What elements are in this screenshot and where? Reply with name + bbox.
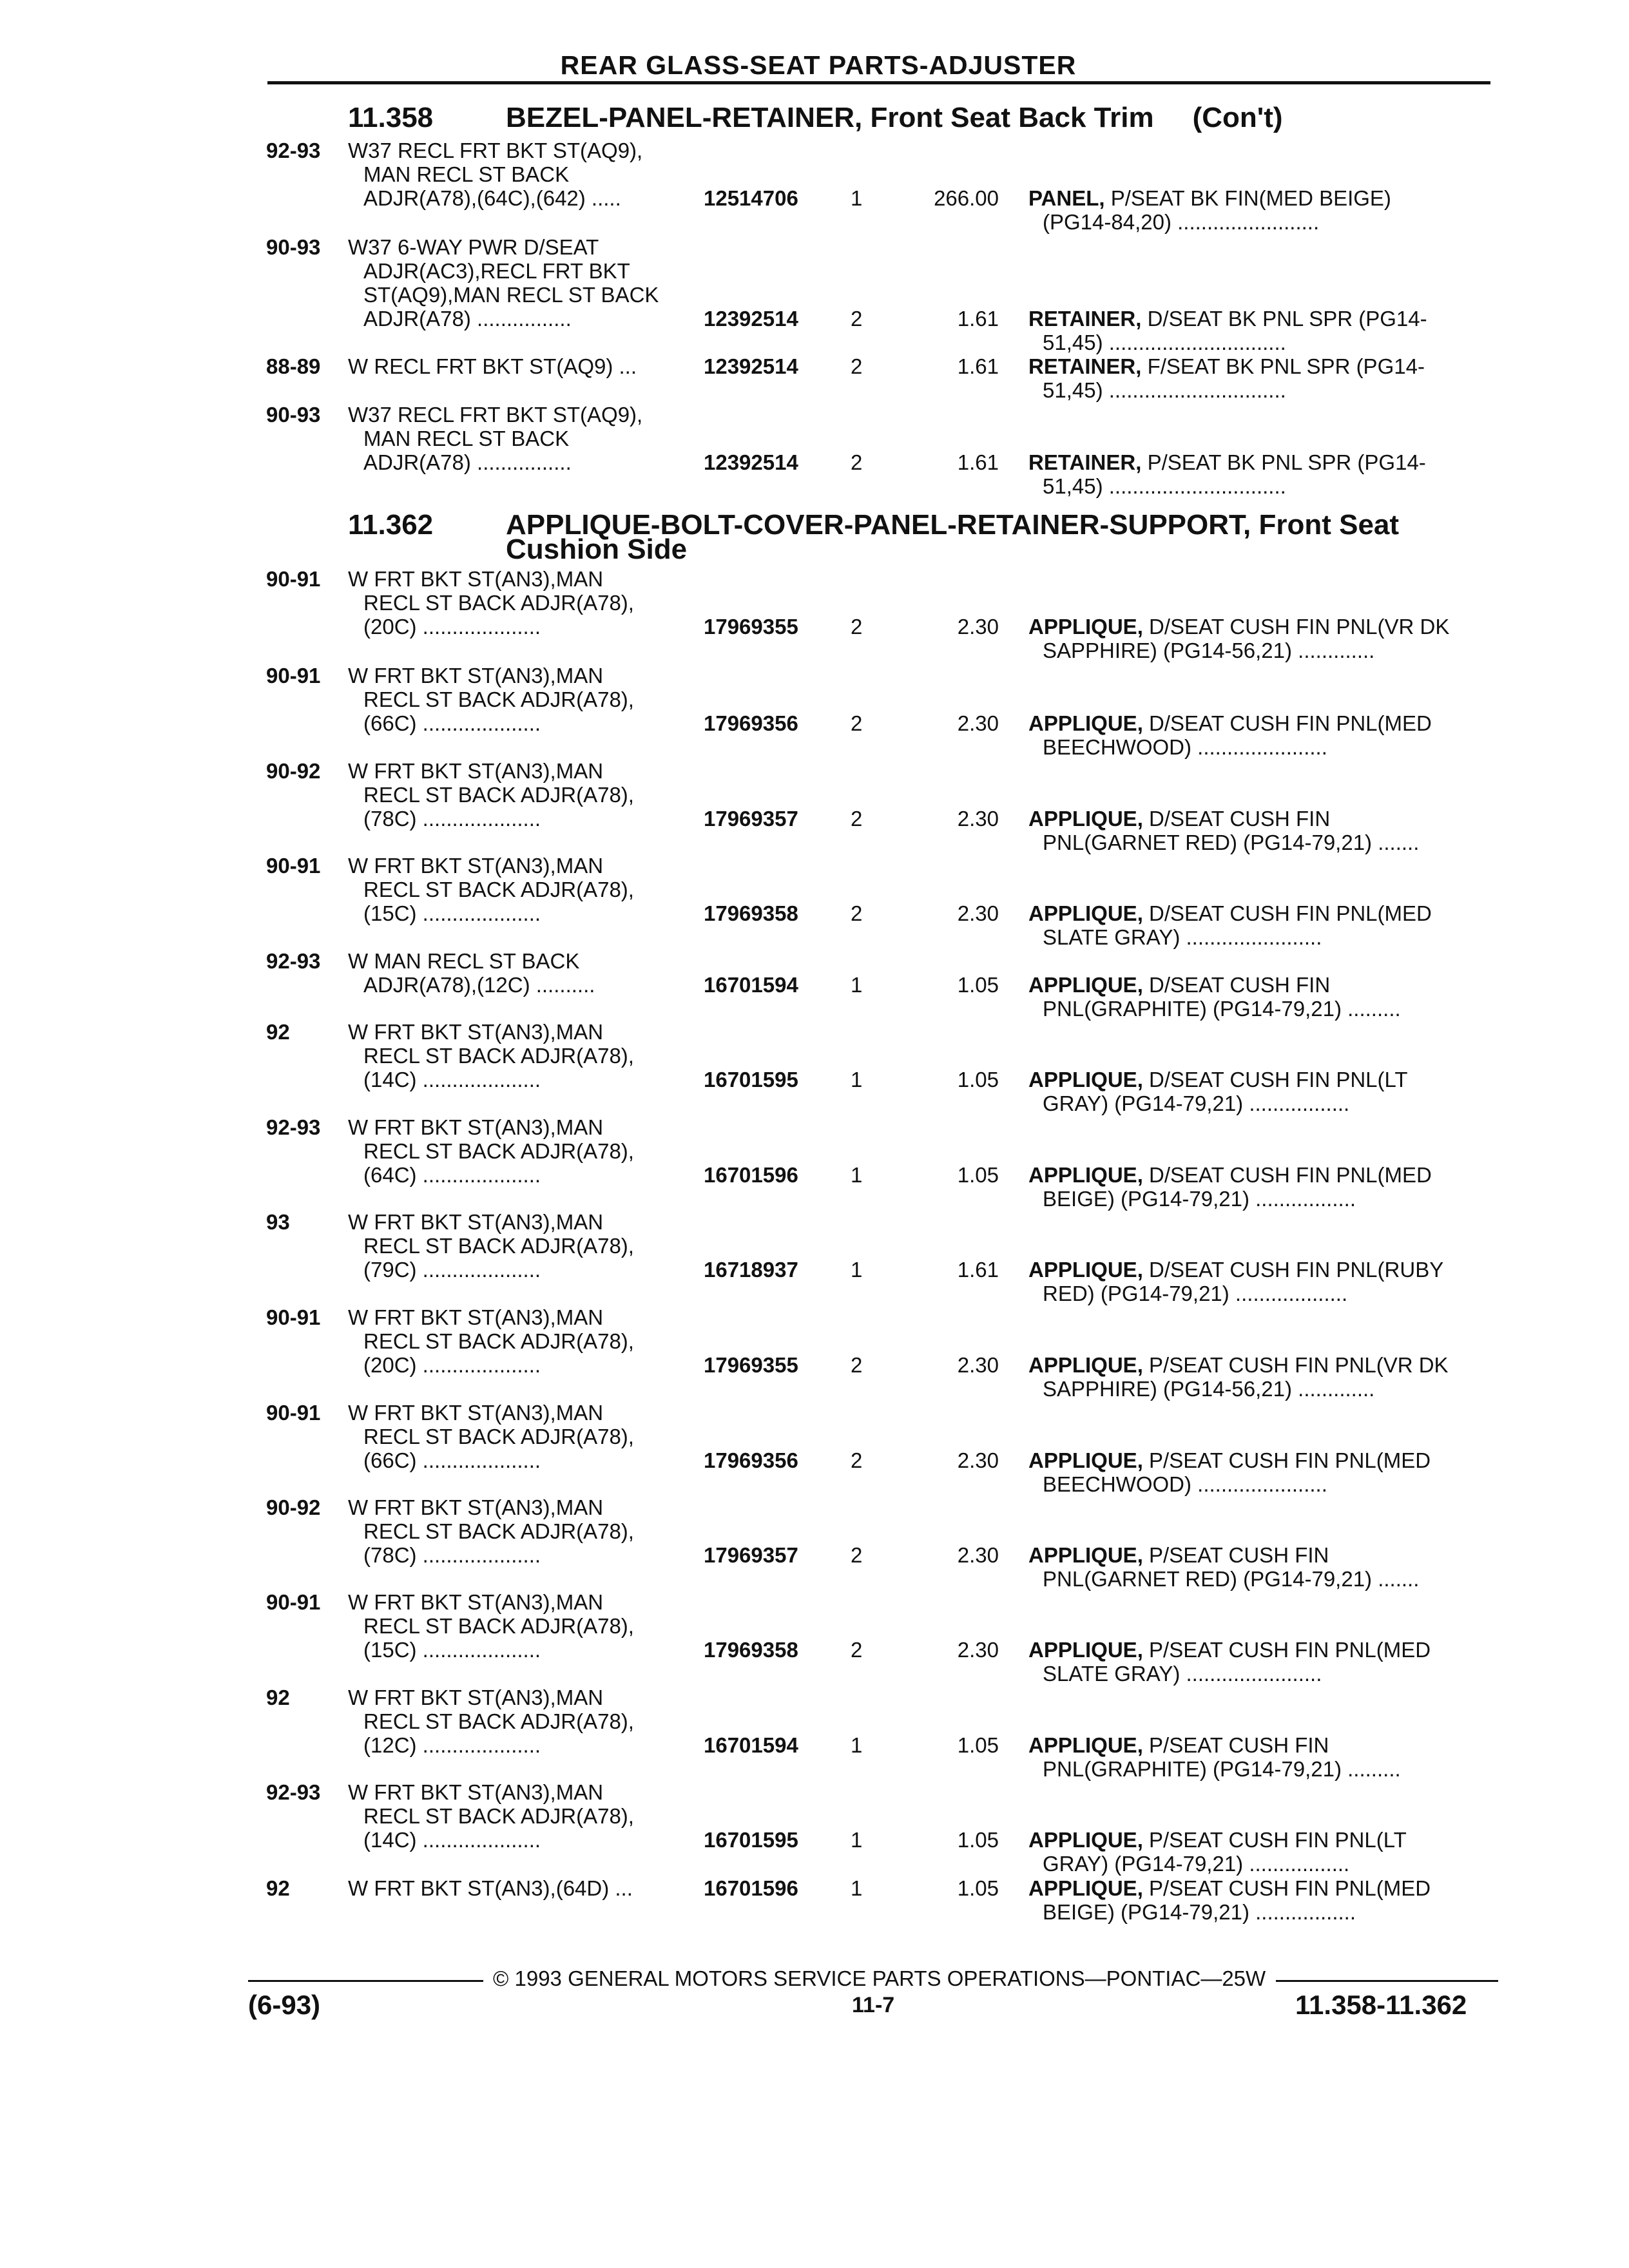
quantity: 1 <box>851 1876 863 1900</box>
part-name: APPLIQUE, <box>1028 1543 1143 1567</box>
model-years: 92 <box>266 1020 290 1044</box>
application-description <box>348 1210 634 1282</box>
application-description <box>348 1876 633 1900</box>
part-number: 17969356 <box>704 1448 798 1472</box>
quantity: 2 <box>851 807 863 831</box>
copyright-text: © 1993 GENERAL MOTORS SERVICE PARTS OPERATIONS—PONTIAC—25W <box>493 1966 1266 1990</box>
part-name: APPLIQUE, <box>1028 973 1143 997</box>
application-line: RECL ST BACK ADJR(A78), <box>363 1044 634 1068</box>
part-description <box>1028 354 1425 402</box>
application-line: RECL ST BACK ADJR(A78), <box>363 878 634 901</box>
part-number: 12392514 <box>704 354 798 378</box>
price: 2.30 <box>957 1353 999 1377</box>
part-number: 16701594 <box>704 973 798 997</box>
application-description <box>348 1590 634 1662</box>
application-line: RECL ST BACK ADJR(A78), <box>363 1519 634 1543</box>
part-description-line: D/SEAT CUSH FIN PNL(RUBY <box>1149 1258 1444 1282</box>
quantity: 2 <box>851 307 863 331</box>
price: 2.30 <box>957 1448 999 1472</box>
quantity: 1 <box>851 1068 863 1091</box>
part-name: APPLIQUE, <box>1028 901 1143 925</box>
part-description <box>1028 807 1419 854</box>
section-title: APPLIQUE-BOLT-COVER-PANEL-RETAINER-SUPPORT, Front Seat <box>506 509 1400 541</box>
application-description <box>348 1305 634 1377</box>
section-subtitle: Cushion Side <box>506 533 688 565</box>
price: 1.61 <box>957 1258 999 1282</box>
part-name: RETAINER, <box>1028 354 1142 378</box>
price: 2.30 <box>957 807 999 831</box>
application-line: W FRT BKT ST(AN3),MAN <box>348 1115 604 1139</box>
model-years: 90-91 <box>266 664 321 687</box>
quantity: 1 <box>851 1258 863 1282</box>
price: 2.30 <box>957 901 999 925</box>
quantity: 2 <box>851 1448 863 1472</box>
part-description-line: P/SEAT BK FIN(MED BEIGE) <box>1110 186 1391 210</box>
application-line: RECL ST BACK ADJR(A78), <box>363 687 634 711</box>
price: 1.05 <box>957 1068 999 1091</box>
part-description-line: PNL(GRAPHITE) (PG14-79,21) ......... <box>1043 1757 1401 1781</box>
application-line: W FRT BKT ST(AN3),MAN <box>348 1305 604 1329</box>
part-number: 16701595 <box>704 1068 798 1091</box>
model-years: 90-91 <box>266 567 321 591</box>
part-number: 12392514 <box>704 450 798 474</box>
price: 1.05 <box>957 973 999 997</box>
application-line: W FRT BKT ST(AN3),MAN <box>348 759 604 783</box>
application-line: W37 6-WAY PWR D/SEAT <box>348 235 599 259</box>
application-description <box>348 1020 634 1091</box>
model-years: 92-93 <box>266 1780 321 1804</box>
application-description <box>348 403 642 474</box>
part-description-line: SLATE GRAY) ....................... <box>1043 1662 1322 1686</box>
part-name: APPLIQUE, <box>1028 711 1143 735</box>
part-number: 17969355 <box>704 615 798 639</box>
application-line: RECL ST BACK ADJR(A78), <box>363 1614 634 1638</box>
part-description-line: GRAY) (PG14-79,21) ................. <box>1043 1091 1350 1115</box>
part-number: 17969356 <box>704 711 798 735</box>
footer-date: (6-93) <box>248 1990 321 2020</box>
part-description-line: SLATE GRAY) ....................... <box>1043 925 1322 949</box>
part-description-line: PNL(GRAPHITE) (PG14-79,21) ......... <box>1043 997 1401 1021</box>
application-line: (15C) .................... <box>363 901 541 925</box>
application-line: W FRT BKT ST(AN3),MAN <box>348 1590 604 1614</box>
quantity: 2 <box>851 1353 863 1377</box>
application-line: ADJR(A78),(64C),(642) ..... <box>363 186 621 210</box>
model-years: 90-91 <box>266 1590 321 1614</box>
price: 1.61 <box>957 307 999 331</box>
application-line: W37 RECL FRT BKT ST(AQ9), <box>348 403 643 427</box>
part-name: APPLIQUE, <box>1028 1638 1143 1662</box>
part-description-line: D/SEAT CUSH FIN PNL(MED <box>1149 901 1432 925</box>
part-description <box>1028 1876 1431 1924</box>
page-title: REAR GLASS-SEAT PARTS-ADJUSTER <box>560 50 1077 80</box>
application-line: W FRT BKT ST(AN3),MAN <box>348 1495 604 1519</box>
section-title-continued: (Con't) <box>1192 102 1283 133</box>
part-name: APPLIQUE, <box>1028 1258 1143 1282</box>
quantity: 2 <box>851 1543 863 1567</box>
price: 2.30 <box>957 615 999 639</box>
part-description <box>1028 1543 1419 1591</box>
application-line: RECL ST BACK ADJR(A78), <box>363 1139 634 1163</box>
application-line: ADJR(A78),(12C) .......... <box>363 973 595 997</box>
quantity: 2 <box>851 354 863 378</box>
application-description <box>348 1495 634 1567</box>
quantity: 1 <box>851 1733 863 1757</box>
part-description-line: RED) (PG14-79,21) ................... <box>1043 1282 1348 1305</box>
model-years: 92 <box>266 1876 290 1900</box>
footer-rule-right <box>1276 1980 1498 1982</box>
application-line: ADJR(A78) ................ <box>363 450 572 474</box>
part-description-line: D/SEAT CUSH FIN PNL(MED <box>1149 711 1432 735</box>
part-description <box>1028 1258 1443 1305</box>
part-description <box>1028 1828 1407 1876</box>
part-description-line: P/SEAT CUSH FIN PNL(MED <box>1149 1876 1431 1900</box>
part-description <box>1028 1638 1431 1686</box>
application-line: (15C) .................... <box>363 1638 541 1662</box>
application-line: RECL ST BACK ADJR(A78), <box>363 591 634 615</box>
part-description-line: D/SEAT CUSH FIN <box>1149 973 1331 997</box>
application-line: ADJR(A78) ................ <box>363 307 572 331</box>
application-line: RECL ST BACK ADJR(A78), <box>363 1425 634 1448</box>
model-years: 92-93 <box>266 1115 321 1139</box>
part-description <box>1028 450 1426 498</box>
part-description-line: 51,45) .............................. <box>1043 331 1286 354</box>
application-line: W FRT BKT ST(AN3),MAN <box>348 854 604 878</box>
part-description-line: D/SEAT CUSH FIN <box>1149 807 1331 831</box>
application-line: W FRT BKT ST(AN3),MAN <box>348 1686 604 1709</box>
part-name: APPLIQUE, <box>1028 807 1143 831</box>
part-description-line: P/SEAT CUSH FIN <box>1149 1733 1329 1757</box>
part-description <box>1028 615 1449 662</box>
application-description <box>348 139 642 210</box>
quantity: 2 <box>851 901 863 925</box>
part-description <box>1028 901 1432 949</box>
application-line: ADJR(AC3),RECL FRT BKT <box>363 259 630 283</box>
title-rule <box>267 81 1490 84</box>
application-line: (66C) .................... <box>363 711 541 735</box>
part-number: 17969357 <box>704 1543 798 1567</box>
price: 1.61 <box>957 450 999 474</box>
application-line: (14C) .................... <box>363 1068 541 1091</box>
part-number: 17969357 <box>704 807 798 831</box>
part-description <box>1028 1733 1401 1781</box>
part-number: 12514706 <box>704 186 798 210</box>
application-line: W FRT BKT ST(AN3),MAN <box>348 567 604 591</box>
application-line: W FRT BKT ST(AN3),MAN <box>348 1020 604 1044</box>
quantity: 1 <box>851 1828 863 1852</box>
application-line: (64C) .................... <box>363 1163 541 1187</box>
price: 266.00 <box>934 186 999 210</box>
application-line: W37 RECL FRT BKT ST(AQ9), <box>348 139 643 162</box>
part-number: 17969358 <box>704 1638 798 1662</box>
part-number: 17969358 <box>704 901 798 925</box>
quantity: 2 <box>851 450 863 474</box>
part-description <box>1028 1068 1408 1115</box>
part-description-line: P/SEAT CUSH FIN PNL(MED <box>1149 1638 1431 1662</box>
application-line: RECL ST BACK ADJR(A78), <box>363 1804 634 1828</box>
part-description-line: D/SEAT CUSH FIN PNL(MED <box>1149 1163 1432 1187</box>
part-number: 16718937 <box>704 1258 798 1282</box>
application-description <box>348 235 659 331</box>
part-name: RETAINER, <box>1028 307 1142 331</box>
part-name: RETAINER, <box>1028 450 1142 474</box>
quantity: 1 <box>851 973 863 997</box>
application-description <box>348 1401 634 1472</box>
price: 2.30 <box>957 1543 999 1567</box>
footer-page-number: 11-7 <box>852 1993 895 2017</box>
model-years: 90-91 <box>266 1401 321 1425</box>
application-description <box>348 1115 634 1187</box>
part-description-line: D/SEAT BK PNL SPR (PG14- <box>1147 307 1427 331</box>
part-name: APPLIQUE, <box>1028 1828 1143 1852</box>
price: 1.61 <box>957 354 999 378</box>
part-description-line: P/SEAT CUSH FIN PNL(LT <box>1149 1828 1407 1852</box>
model-years: 93 <box>266 1210 290 1234</box>
application-description <box>348 854 634 925</box>
quantity: 1 <box>851 186 863 210</box>
part-name: APPLIQUE, <box>1028 1876 1143 1900</box>
model-years: 90-93 <box>266 235 321 259</box>
part-description <box>1028 1448 1431 1496</box>
application-line: W MAN RECL ST BACK <box>348 949 580 973</box>
section-heading <box>348 102 1283 134</box>
application-line: RECL ST BACK ADJR(A78), <box>363 1234 634 1258</box>
quantity: 1 <box>851 1163 863 1187</box>
part-description-line: 51,45) .............................. <box>1043 378 1286 402</box>
part-number: 17969355 <box>704 1353 798 1377</box>
model-years: 92 <box>266 1686 290 1709</box>
part-description-line: SAPPHIRE) (PG14-56,21) ............. <box>1043 639 1375 662</box>
application-line: W FRT BKT ST(AN3),MAN <box>348 1401 604 1425</box>
quantity: 2 <box>851 615 863 639</box>
section-number: 11.358 <box>348 102 434 133</box>
part-name: APPLIQUE, <box>1028 1163 1143 1187</box>
price: 1.05 <box>957 1733 999 1757</box>
application-line: W FRT BKT ST(AN3),MAN <box>348 1780 604 1804</box>
quantity: 2 <box>851 711 863 735</box>
price: 1.05 <box>957 1163 999 1187</box>
part-description <box>1028 711 1432 759</box>
part-description-line: F/SEAT BK PNL SPR (PG14- <box>1147 354 1425 378</box>
application-line: (20C) .................... <box>363 615 541 639</box>
application-description <box>348 1780 634 1852</box>
application-line: (14C) .................... <box>363 1828 541 1852</box>
application-line: MAN RECL ST BACK <box>363 427 570 450</box>
model-years: 90-93 <box>266 403 321 427</box>
application-line: W RECL FRT BKT ST(AQ9) ... <box>348 354 637 378</box>
application-line: (78C) .................... <box>363 1543 541 1567</box>
part-name: PANEL, <box>1028 186 1105 210</box>
part-description <box>1028 307 1427 354</box>
model-years: 92-93 <box>266 949 321 973</box>
model-years: 88-89 <box>266 354 321 378</box>
application-line: (78C) .................... <box>363 807 541 831</box>
part-number: 16701595 <box>704 1828 798 1852</box>
part-description-line: P/SEAT BK PNL SPR (PG14- <box>1147 450 1426 474</box>
part-description-line: P/SEAT CUSH FIN <box>1149 1543 1329 1567</box>
footer-rule-left <box>248 1980 483 1982</box>
part-description <box>1028 1163 1432 1211</box>
section-number: 11.362 <box>348 509 434 541</box>
part-description-line: SAPPHIRE) (PG14-56,21) ............. <box>1043 1377 1375 1401</box>
application-line: RECL ST BACK ADJR(A78), <box>363 1709 634 1733</box>
part-number: 12392514 <box>704 307 798 331</box>
model-years: 92-93 <box>266 139 321 162</box>
part-description-line: BEECHWOOD) ...................... <box>1043 1472 1327 1496</box>
part-description-line: GRAY) (PG14-79,21) ................. <box>1043 1852 1350 1876</box>
part-description <box>1028 1353 1449 1401</box>
application-line: RECL ST BACK ADJR(A78), <box>363 1329 634 1353</box>
application-description <box>348 664 634 735</box>
model-years: 90-92 <box>266 1495 321 1519</box>
price: 1.05 <box>957 1876 999 1900</box>
part-description <box>1028 186 1391 234</box>
model-years: 90-91 <box>266 854 321 878</box>
part-description-line: PNL(GARNET RED) (PG14-79,21) ....... <box>1043 831 1420 854</box>
application-line: (12C) .................... <box>363 1733 541 1757</box>
part-name: APPLIQUE, <box>1028 1733 1143 1757</box>
application-description <box>348 567 634 639</box>
part-name: APPLIQUE, <box>1028 615 1143 639</box>
application-description <box>348 1686 634 1757</box>
application-line: (20C) .................... <box>363 1353 541 1377</box>
price: 1.05 <box>957 1828 999 1852</box>
application-description <box>348 354 637 378</box>
application-line: (66C) .................... <box>363 1448 541 1472</box>
price: 2.30 <box>957 711 999 735</box>
part-description-line: BEIGE) (PG14-79,21) ................. <box>1043 1187 1356 1211</box>
part-number: 16701594 <box>704 1733 798 1757</box>
model-years: 90-91 <box>266 1305 321 1329</box>
application-description <box>348 949 595 997</box>
part-description-line: 51,45) .............................. <box>1043 474 1286 498</box>
section-title: BEZEL-PANEL-RETAINER, Front Seat Back Trim <box>506 102 1154 133</box>
part-description-line: P/SEAT CUSH FIN PNL(MED <box>1149 1448 1431 1472</box>
footer-section-range: 11.358-11.362 <box>1295 1990 1467 2020</box>
application-line: RECL ST BACK ADJR(A78), <box>363 783 634 807</box>
price: 2.30 <box>957 1638 999 1662</box>
application-line: W FRT BKT ST(AN3),(64D) ... <box>348 1876 633 1900</box>
application-description <box>348 759 634 831</box>
part-description-line: BEIGE) (PG14-79,21) ................. <box>1043 1900 1356 1924</box>
part-description-line: P/SEAT CUSH FIN PNL(VR DK <box>1149 1353 1449 1377</box>
part-description-line: D/SEAT CUSH FIN PNL(VR DK <box>1149 615 1450 639</box>
part-name: APPLIQUE, <box>1028 1353 1143 1377</box>
part-description-line: PNL(GARNET RED) (PG14-79,21) ....... <box>1043 1567 1420 1591</box>
model-years: 90-92 <box>266 759 321 783</box>
application-line: MAN RECL ST BACK <box>363 162 570 186</box>
part-description-line: BEECHWOOD) ...................... <box>1043 735 1327 759</box>
part-description-line: D/SEAT CUSH FIN PNL(LT <box>1149 1068 1408 1091</box>
application-line: W FRT BKT ST(AN3),MAN <box>348 664 604 687</box>
quantity: 2 <box>851 1638 863 1662</box>
part-description-line: (PG14-84,20) ........................ <box>1043 210 1320 234</box>
part-number: 16701596 <box>704 1163 798 1187</box>
part-name: APPLIQUE, <box>1028 1068 1143 1091</box>
part-description <box>1028 973 1401 1021</box>
application-line: W FRT BKT ST(AN3),MAN <box>348 1210 604 1234</box>
application-line: ST(AQ9),MAN RECL ST BACK <box>363 283 659 307</box>
application-line: (79C) .................... <box>363 1258 541 1282</box>
part-number: 16701596 <box>704 1876 798 1900</box>
part-name: APPLIQUE, <box>1028 1448 1143 1472</box>
